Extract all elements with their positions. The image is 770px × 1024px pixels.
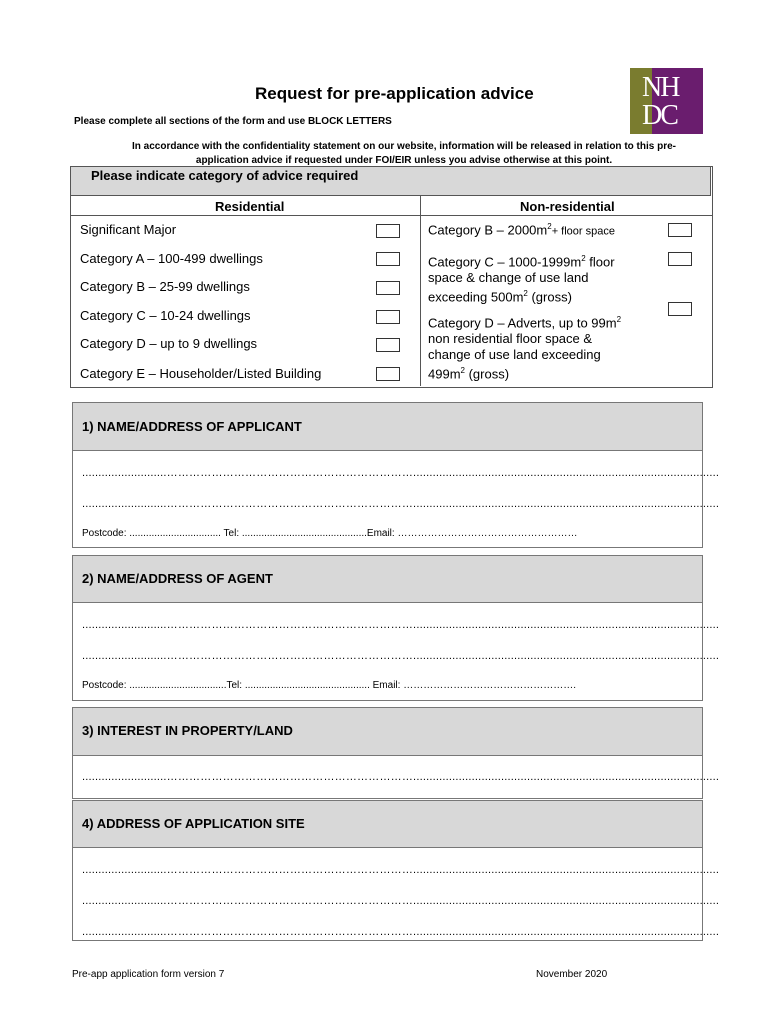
confidentiality-statement bbox=[84, 140, 724, 168]
nonres-b-sup: 2 bbox=[547, 222, 552, 231]
confidentiality-line-2: application advice if requested under FOI/EIR unless you advise otherwise at this point. bbox=[195, 155, 613, 166]
category-heading: Please indicate category of advice required bbox=[91, 168, 359, 183]
nonres-d-line3: change of use land exceeding bbox=[428, 347, 601, 363]
res-option-significant-major: Significant Major bbox=[80, 222, 177, 237]
res-option-category-c: Category C – 10-24 dwellings bbox=[80, 308, 251, 323]
agent-contact-line[interactable]: Postcode: ...................................Tel: ............................................. Email: ……………………………………………. bbox=[82, 680, 576, 691]
applicant-address-line-2[interactable]: ..........................………………………………………………………….............................................................................................. bbox=[82, 498, 720, 510]
category-heading-bar bbox=[70, 166, 711, 196]
res-checkbox-category-d[interactable] bbox=[376, 338, 400, 352]
res-checkbox-category-c[interactable] bbox=[376, 310, 400, 324]
nonres-option-category-c bbox=[428, 251, 615, 306]
nonresidential-heading: Non-residential bbox=[520, 199, 615, 214]
res-option-category-b: Category B – 25-99 dwellings bbox=[80, 279, 250, 294]
nonres-d-text-a: Category D – Adverts, up to 99m bbox=[428, 315, 617, 331]
nonres-c-sup: 2 bbox=[581, 254, 586, 263]
nonres-d-line2: non residential floor space & bbox=[428, 331, 593, 347]
section-site-heading: 4) ADDRESS OF APPLICATION SITE bbox=[82, 816, 305, 831]
nonres-d-line4-b: (gross) bbox=[464, 366, 510, 382]
nonres-d-line4-a: 499m bbox=[428, 366, 461, 382]
nonres-b-small: + floor space bbox=[551, 225, 615, 238]
column-divider bbox=[420, 196, 421, 386]
nonres-c-line3 bbox=[428, 286, 615, 305]
applicant-contact-line[interactable]: Postcode: ................................. Tel: .............................................Email: ……………………………………………… bbox=[82, 528, 578, 539]
res-checkbox-category-a[interactable] bbox=[376, 252, 400, 266]
nonres-option-category-b bbox=[428, 222, 615, 237]
nonres-checkbox-category-d[interactable] bbox=[668, 302, 692, 316]
footer-date: November 2020 bbox=[536, 969, 608, 980]
res-option-category-a: Category A – 100-499 dwellings bbox=[80, 251, 263, 266]
res-checkbox-category-b[interactable] bbox=[376, 281, 400, 295]
confidentiality-line-1: In accordance with the confidentiality statement on our website, information will be released in relation to this pre- bbox=[132, 141, 676, 152]
section-agent bbox=[72, 555, 720, 701]
res-option-category-e: Category E – Householder/Listed Building bbox=[80, 366, 322, 381]
section-interest bbox=[72, 707, 720, 799]
section-interest-header bbox=[73, 708, 702, 756]
logo-text-top: NH bbox=[642, 72, 679, 103]
section-site-header bbox=[73, 801, 702, 848]
nonres-checkbox-category-b[interactable] bbox=[668, 223, 692, 237]
nonres-d-sup: 2 bbox=[616, 315, 622, 324]
interest-line-1[interactable]: ..........................………………………………………………………….............................................................................................. bbox=[82, 771, 720, 783]
nonres-option-category-d bbox=[428, 312, 621, 383]
agent-address-line-2[interactable]: ..........................………………………………………………………….............................................................................................. bbox=[82, 650, 720, 662]
nonres-c-line1 bbox=[428, 251, 615, 270]
nhdc-logo bbox=[630, 68, 703, 134]
applicant-address-line-1[interactable]: ..........................………………………………………………………….............................................................................................. bbox=[82, 467, 720, 479]
res-checkbox-category-e[interactable] bbox=[376, 367, 400, 381]
page-title: Request for pre-application advice bbox=[255, 84, 534, 103]
column-header-divider bbox=[70, 215, 712, 216]
site-address-line-2[interactable]: ..........................………………………………………………………….............................................................................................. bbox=[82, 895, 720, 907]
nonres-c-text-a: Category C – 1000-1999m bbox=[428, 254, 582, 270]
res-checkbox-significant-major[interactable] bbox=[376, 224, 400, 238]
site-address-line-3[interactable]: ..........................………………………………………………………….............................................................................................. bbox=[82, 926, 720, 938]
nonres-c-line3-a: exceeding 500m bbox=[428, 289, 524, 305]
nonres-d-line4 bbox=[428, 363, 621, 382]
section-applicant-heading: 1) NAME/ADDRESS OF APPLICANT bbox=[82, 419, 302, 434]
instruction-text: Please complete all sections of the form and use BLOCK LETTERS bbox=[74, 116, 392, 127]
agent-address-line-1[interactable]: ..........................………………………………………………………….............................................................................................. bbox=[82, 619, 720, 631]
nonres-c-line3-b: (gross) bbox=[527, 289, 572, 305]
section-site bbox=[72, 800, 720, 941]
nonres-b-text: Category B – 2000m bbox=[428, 222, 548, 238]
nonres-d-line1 bbox=[428, 312, 621, 331]
section-applicant bbox=[72, 402, 720, 548]
section-interest-heading: 3) INTEREST IN PROPERTY/LAND bbox=[82, 723, 293, 738]
nonres-c-line3-sup: 2 bbox=[523, 289, 528, 299]
footer-version: Pre-app application form version 7 bbox=[72, 969, 225, 980]
section-agent-heading: 2) NAME/ADDRESS OF AGENT bbox=[82, 571, 273, 586]
nonres-c-line2: space & change of use land bbox=[428, 270, 589, 286]
logo-text-bottom: DC bbox=[642, 100, 677, 131]
res-option-category-d: Category D – up to 9 dwellings bbox=[80, 336, 258, 351]
section-agent-header bbox=[73, 556, 702, 603]
section-applicant-header bbox=[73, 403, 702, 451]
nonres-checkbox-category-c[interactable] bbox=[668, 252, 692, 266]
nonres-d-line4-sup: 2 bbox=[460, 366, 465, 376]
site-address-line-1[interactable]: ..........................………………………………………………………….............................................................................................. bbox=[82, 864, 720, 876]
nonres-c-text-b: floor bbox=[585, 254, 615, 270]
residential-heading: Residential bbox=[215, 199, 285, 214]
